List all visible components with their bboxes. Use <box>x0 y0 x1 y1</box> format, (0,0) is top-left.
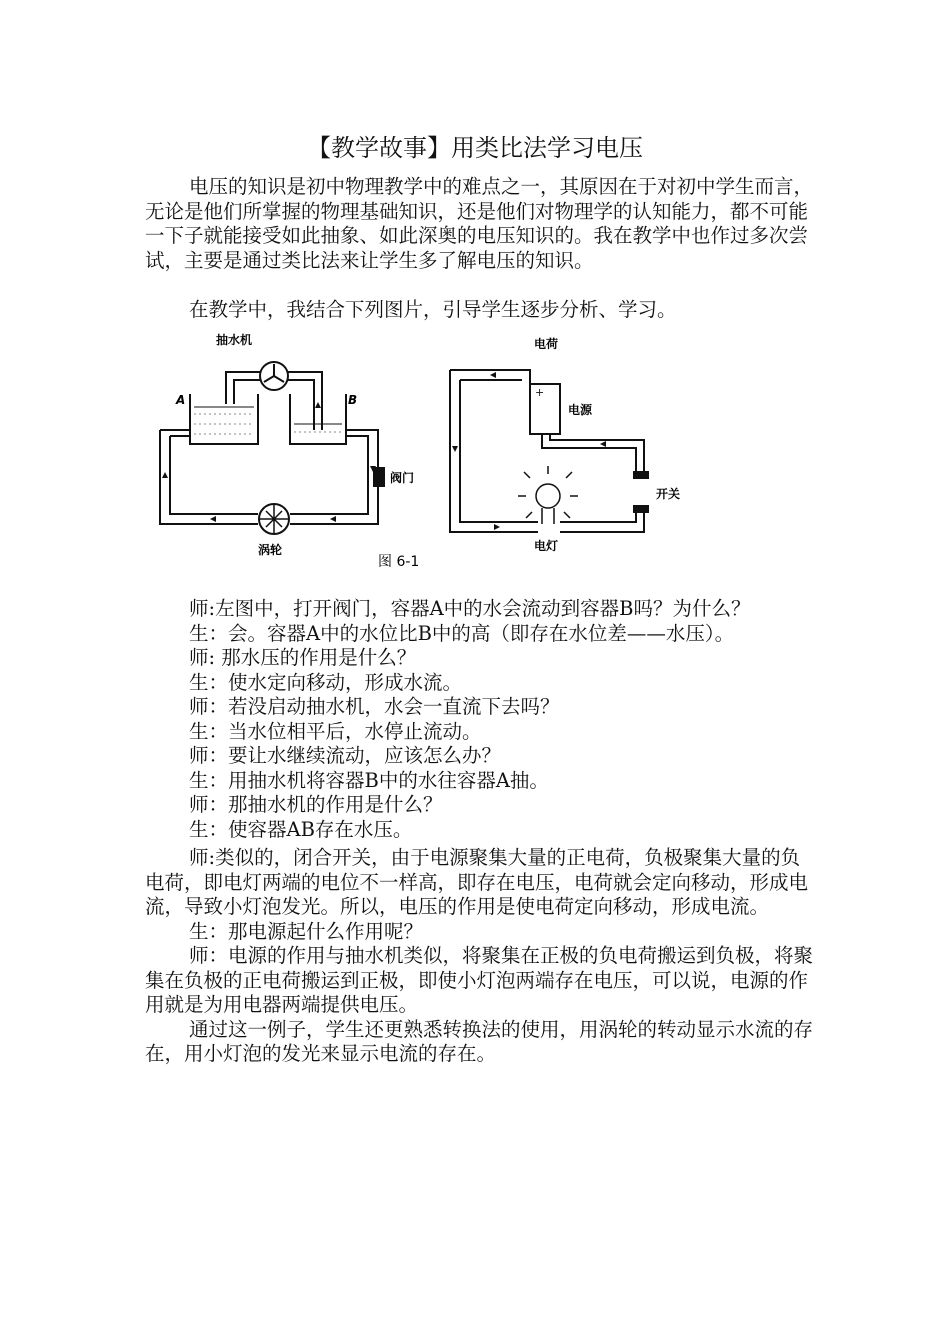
switch-label: 开关 <box>656 487 681 501</box>
figure-caption: 图 6-1 <box>378 554 420 570</box>
dialogue <box>145 597 825 842</box>
container-b-label: B <box>348 393 358 407</box>
page-title: 【教学故事】用类比法学习电压 <box>307 134 643 162</box>
svg-text:+: + <box>535 386 545 399</box>
container-a-label: A <box>176 393 186 407</box>
turbine-icon <box>259 504 289 534</box>
dialogue-line: 师: 那水压的作用是什么？ <box>189 646 417 669</box>
closing-paragraph: 师:类似的，闭合开关，由于电源聚集大量的正电荷，负极聚集大量的负电荷，即电灯两端的电位不一样高，即存在电压，电荷就会定向移动，形成电流，导致小灯泡发光。所以，电压的作用是使电荷定向移动，形成电流。 <box>145 846 809 918</box>
figure-6-1 <box>150 332 681 580</box>
charge-label: 电荷 <box>534 337 559 351</box>
valve-label: 阀门 <box>390 471 415 485</box>
dialogue-line: 生：会。容器A中的水位比B中的高（即存在水位差——水压）。 <box>189 621 735 645</box>
dialogue-line: 生：使水定向移动，形成水流。 <box>189 670 463 694</box>
dialogue-line: 生：当水位相平后，水停止流动。 <box>189 719 482 743</box>
dialogue-line: 师：那抽水机的作用是什么？ <box>189 793 443 816</box>
dialogue-line: 生：使容器AB存在水压。 <box>189 817 413 841</box>
analogy-diagram <box>150 332 681 580</box>
container-b <box>290 394 346 444</box>
intro-paragraph-2: 在教学中，我结合下列图片，引导学生逐步分析、学习。 <box>189 298 677 321</box>
pump-icon <box>260 362 288 390</box>
dialogue-line: 师:左图中，打开阀门，容器A中的水会流动到容器B吗？为什么？ <box>189 597 751 620</box>
closing-paragraph: 生：那电源起什么作用呢？ <box>189 919 424 943</box>
closing-paragraph: 通过这一例子，学生还更熟悉转换法的使用，用涡轮的转动显示水流的存在，用小灯泡的发光来显示电流的存在。 <box>145 1017 814 1065</box>
turbine-label: 涡轮 <box>258 543 283 557</box>
closing <box>145 846 817 1067</box>
lamp-label: 电灯 <box>534 539 559 553</box>
valve-icon <box>374 468 384 486</box>
lamp-icon <box>518 466 578 524</box>
dialogue-line: 师：若没启动抽水机，水会一直流下去吗？ <box>189 695 560 718</box>
dialogue-line: 生：用抽水机将容器B中的水往容器A抽。 <box>189 768 549 792</box>
pump-label: 抽水机 <box>216 333 253 347</box>
closing-paragraph: 师：电源的作用与抽水机类似，将聚集在正极的负电荷搬运到负极，将聚集在负极的正电荷搬运到正极，即使小灯泡两端存在电压，可以说，电源的作用就是为用电器两端提供电压。 <box>145 944 814 1016</box>
dialogue-line: 师：要让水继续流动，应该怎么办？ <box>189 744 502 767</box>
container-a <box>190 394 258 444</box>
intro-paragraph: 电压的知识是初中物理教学中的难点之一，其原因在于对初中学生而言，无论是他们所掌握的物理基础知识，还是他们对物理学的认知能力，都不可能一下子就能接受如此抽象、如此深奥的电压知识的。我在教学中也作过多次尝试，主要是通过类比法来让学生多了解电压的知识。 <box>145 175 814 272</box>
power-source-label: 电源 <box>568 403 593 417</box>
